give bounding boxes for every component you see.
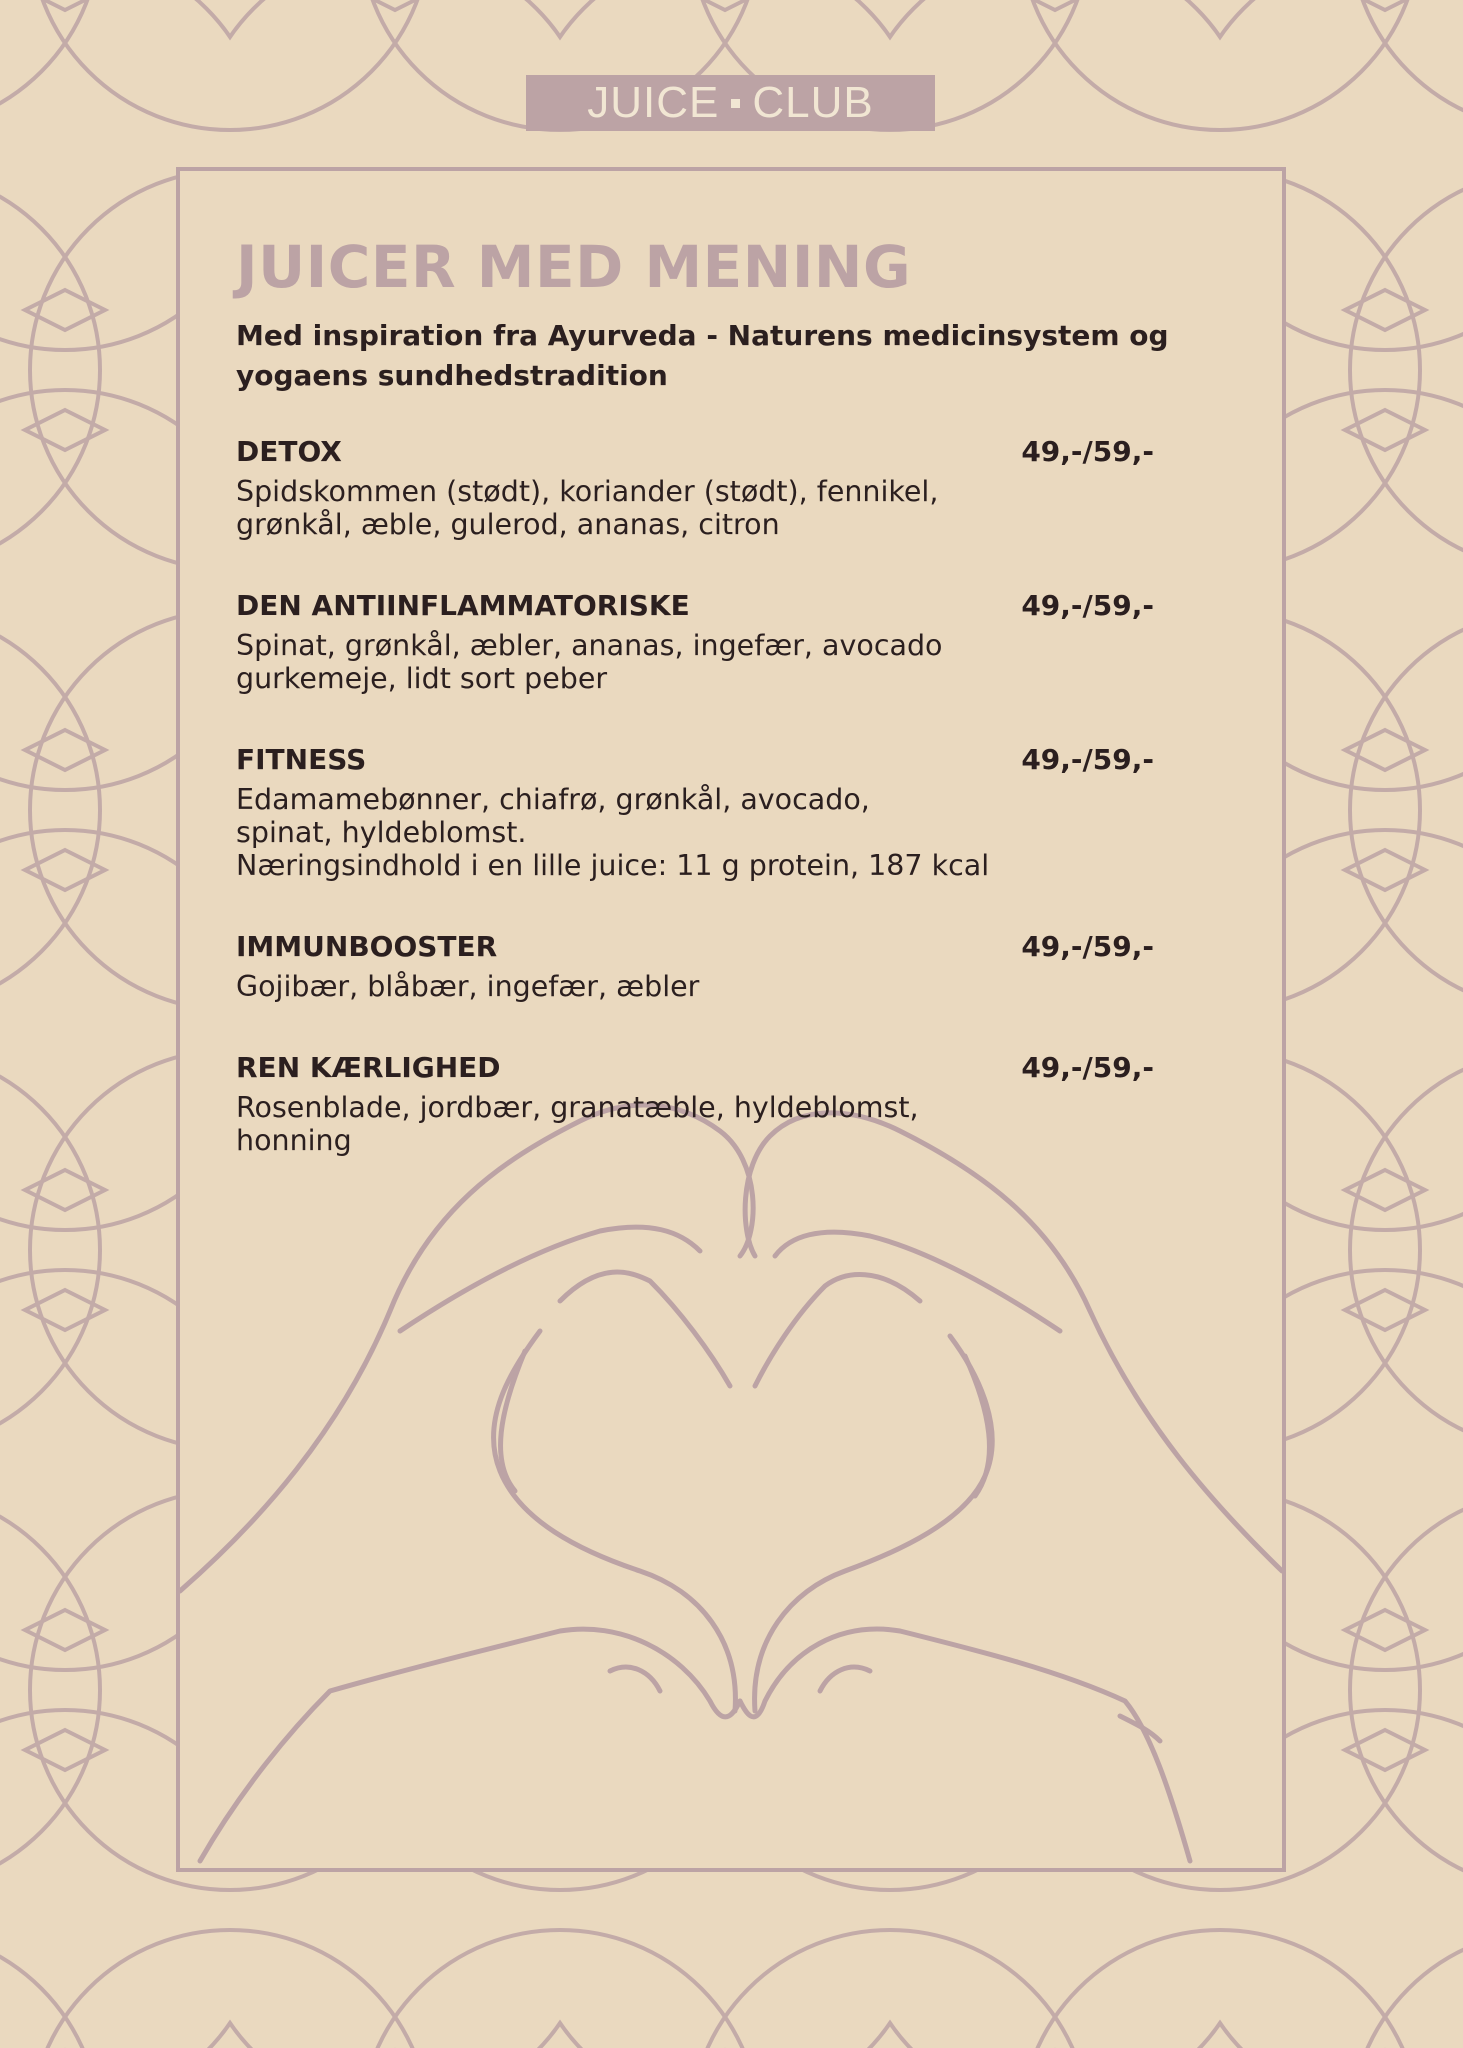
menu-item-immunbooster	[236, 928, 1216, 1003]
item-price: 49,-/59,-	[1021, 589, 1154, 622]
item-description	[236, 783, 1216, 882]
description-line: Rosenblade, jordbær, granatæble, hyldeblomst,	[236, 1091, 919, 1124]
item-price: 49,-/59,-	[1021, 743, 1154, 776]
description-line: Gojibær, blåbær, ingefær, æbler	[236, 970, 700, 1003]
item-name: REN KÆRLIGHED	[236, 1051, 501, 1084]
item-description	[236, 629, 1216, 695]
item-price: 49,-/59,-	[1021, 930, 1154, 963]
item-name: IMMUNBOOSTER	[236, 930, 498, 963]
brand-name-right: CLUB	[752, 78, 874, 127]
description-line: gurkemeje, lidt sort peber	[236, 662, 608, 695]
item-name: DETOX	[236, 435, 342, 468]
description-line: Spidskommen (stødt), koriander (stødt), fennikel,	[236, 475, 939, 508]
brand-separator	[731, 99, 740, 108]
menu-title: JUICER MED MENING	[236, 233, 912, 301]
menu-card	[176, 167, 1286, 1872]
description-line: Edamamebønner, chiafrø, grønkål, avocado,	[236, 783, 870, 816]
description-line: honning	[236, 1124, 352, 1157]
brand-name-left: JUICE	[587, 78, 720, 127]
juice-menu-list	[236, 433, 1216, 1203]
item-price: 49,-/59,-	[1021, 435, 1154, 468]
item-price: 49,-/59,-	[1021, 1051, 1154, 1084]
item-name: FITNESS	[236, 743, 367, 776]
menu-item-fitness	[236, 741, 1216, 882]
description-line: Næringsindhold i en lille juice: 11 g protein, 187 kcal	[236, 849, 990, 882]
menu-subtitle: Med inspiration fra Ayurveda - Naturens medicinsystem og yogaens sundhedstradition	[236, 319, 1169, 392]
item-name: DEN ANTIINFLAMMATORISKE	[236, 589, 690, 622]
description-line: grønkål, æble, gulerod, ananas, citron	[236, 508, 780, 541]
menu-item-detox	[236, 433, 1216, 541]
description-line: Spinat, grønkål, æbler, ananas, ingefær, avocado	[236, 629, 943, 662]
brand-logo-banner	[526, 75, 935, 131]
item-description	[236, 1091, 1216, 1157]
description-line: spinat, hyldeblomst.	[236, 816, 527, 849]
item-description	[236, 970, 1216, 1003]
item-description	[236, 475, 1216, 541]
menu-item-den-antiinflammatoriske	[236, 587, 1216, 695]
menu-item-ren-kaerlighed	[236, 1049, 1216, 1157]
